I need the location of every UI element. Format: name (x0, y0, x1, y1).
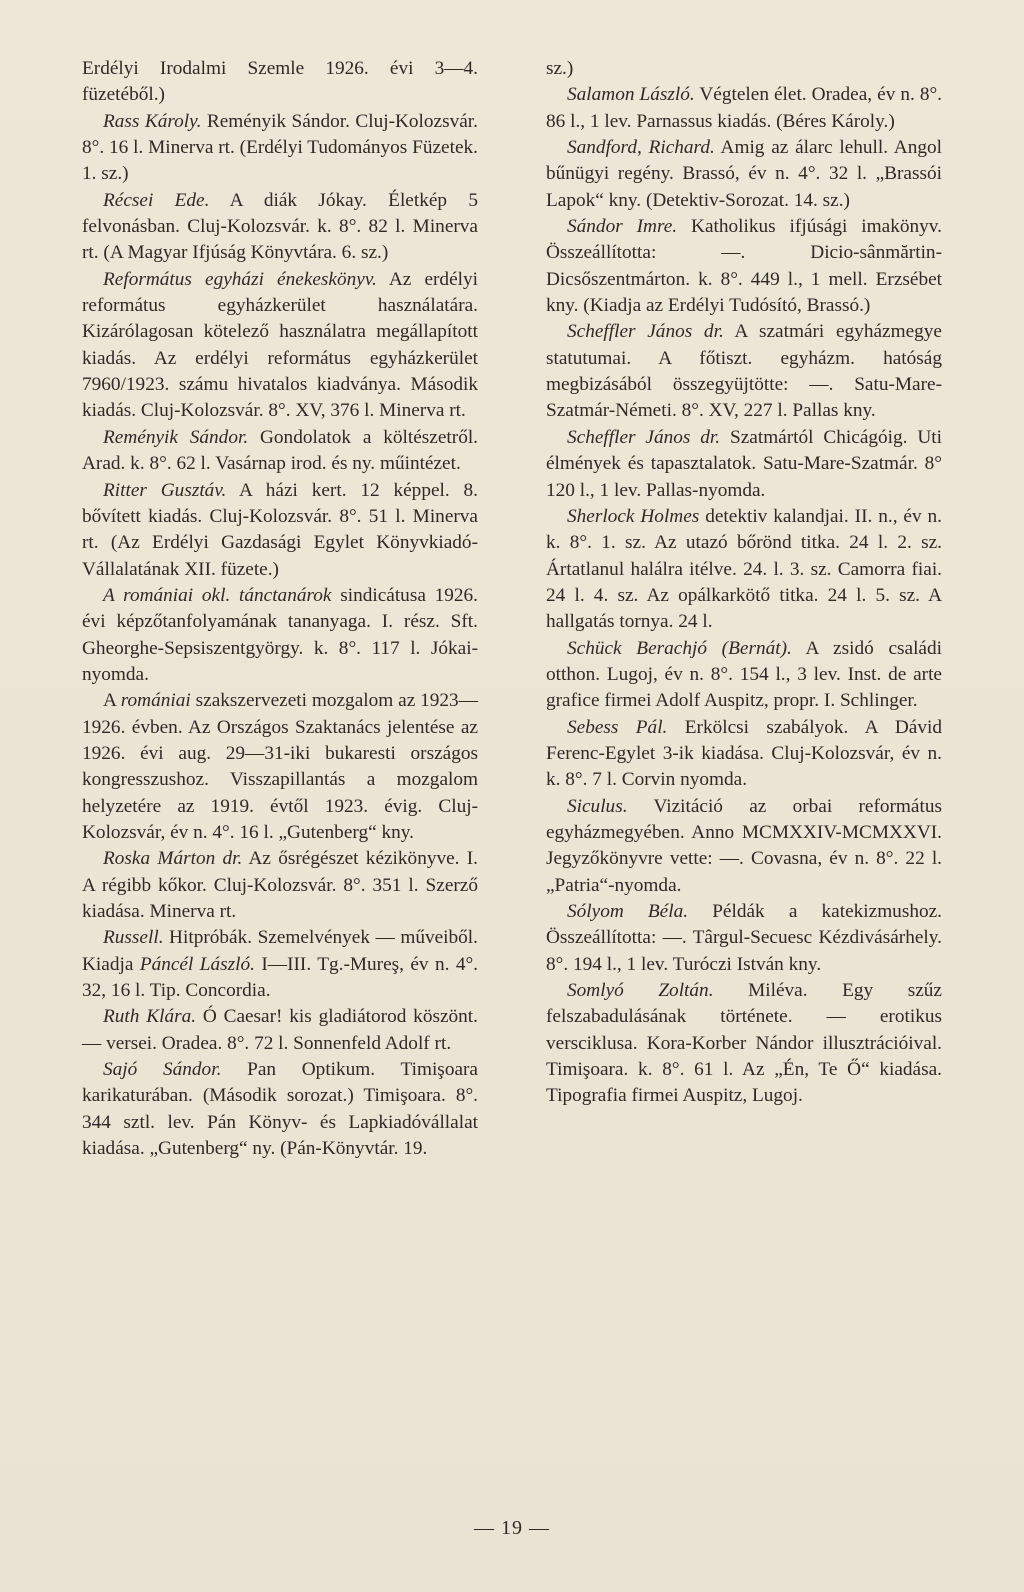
entry-text: A szatmári egyházmegye statutumai. A főtiszt. egyházm. hatóság megbizásából összegyüjtötte: —. Satu-Mare-Szatmár-Németi. 8°. XV, 227 l. Pallas kny. (546, 321, 942, 422)
bibliography-entry: A romániai szakszervezeti mozgalom az 1923—1926. évben. Az Országos Szaktanács jelentése az 1926. évi aug. 29—31-iki bukaresti országos kongresszushoz. Visszapillantás a mozgalom helyzetére az 1919. évtől 1923. évig. Cluj-Kolozsvár, év n. 4°. 16 l. „Gutenberg“ kny. (82, 690, 478, 843)
bibliography-entry (546, 899, 942, 978)
entry-text: sindicátusa 1926. évi képzőtanfolyamának tananyaga. I. rész. Sft. Gheorghe-Sepsiszentgyörgy. k. 8°. 117 l. Jókai-nyomda. (82, 584, 478, 685)
bibliography-entry (82, 478, 478, 583)
entry-author: Sajó Sándor. (103, 1059, 222, 1081)
entry-text: Amig az álarc lehull. Angol bűnügyi regény. Brassó, év n. 4°. 32 l. „Brassói Lapok“ kny. (Detektiv-Sorozat. 14. sz.) (546, 137, 942, 211)
entry-text: Az ősrégészet kézikönyve. I. A régibb kőkor. Cluj-Kolozsvár. 8°. 351 l. Szerző kiadása. Minerva rt. (82, 848, 478, 922)
bibliography-entry (546, 636, 942, 715)
entry-author: Schück Berachjó (Bernát). (567, 637, 792, 659)
entry-text: Reményik Sándor. Cluj-Kolozsvár. 8°. 16 l. Minerva rt. (Erdélyi Tudományos Füzetek. 1. sz.) (82, 110, 478, 185)
entry-text: Példák a katekizmushoz. Összeállította: —. Târgul-Secuesc Kézdivásárhely. 8°. 194 l., 1 lev. Turóczi István kny. (546, 901, 942, 975)
entry-author: Roska Márton dr. (103, 848, 243, 870)
bibliography-entry (546, 715, 942, 794)
bibliography-entry (82, 425, 478, 478)
left-column (82, 56, 478, 1162)
entry-author: Rass Károly. (103, 110, 202, 132)
bibliography-entry: sz.) (546, 58, 574, 79)
entry-author: Sandford, Richard. (567, 137, 715, 159)
bibliography-entry (546, 319, 942, 424)
entry-author: Ritter Gusztáv. (103, 479, 227, 501)
entry-author: Sebess Pál. (567, 716, 668, 738)
bibliography-entry (546, 794, 942, 899)
page-number: — 19 — (474, 1517, 550, 1539)
bibliography-entry (82, 1057, 478, 1162)
bibliography-entry (82, 846, 478, 925)
entry-author: Russell. (103, 927, 164, 949)
entry-text: Pan Optikum. Timişoara karikaturában. (Második sorozat.) Timişoara. 8°. 344 sztl. lev. Pán Könyv- és Lapkiadóvállalat kiadása. „Gutenberg“ ny. (Pán-Könyvtár. 19. (82, 1059, 478, 1160)
entry-text: Végtelen élet. Oradea, év n. 8°. 86 l., 1 lev. Parnassus kiadás. (Béres Károly.) (546, 84, 942, 132)
entry-author: Sándor Imre. (567, 216, 678, 238)
entry-author: A romániai okl. tánctanárok (103, 584, 332, 606)
entry-text: Az erdélyi református egyházkerület használatára. Kizárólagosan kötelező használatra megállapított kiadás. Az erdélyi református egyházkerület 7960/1923. számu hivatalos kiadványa. Második kiadás. Cluj-Kolozsvár. 8°. XV, 376 l. Minerva rt. (82, 268, 478, 422)
entry-text: A házi kert. 12 képpel. 8. bővített kiadás. Cluj-Kolozsvár. 8°. 51 l. Minerva rt. (Az Erdélyi Gazdasági Egylet Könyvkiadó-Vállalatának XII. füzete.) (82, 479, 478, 580)
right-column (546, 56, 942, 1110)
entry-author: Scheffler János dr. (567, 321, 724, 343)
entry-text: A zsidó családi otthon. Lugoj, év n. 8°. 154 l., 3 lev. Inst. de arte grafice firmei Adolf Auspitz, propr. I. Schlinger. (546, 637, 942, 712)
entry-author: Reményik Sándor. (103, 426, 249, 448)
entry-text: Katholikus ifjúsági imakönyv. Összeállította: —. Dicio-sânmărtin-Dicsőszentmárton. k. 8°. 449 l., 1 mell. Erzsébet kny. (Kiadja az Erdélyi Tudósító, Brassó.) (546, 216, 942, 317)
entry-author: Somlyó Zoltán. (567, 980, 714, 1002)
entry-text: A diák Jókay. Életkép 5 felvonásban. Cluj-Kolozsvár. k. 8°. 82 l. Minerva rt. (A Magyar Ifjúság Könyvtára. 6. sz.) (82, 189, 478, 264)
entry-text: Vizitáció az orbai református egyházmegyében. Anno MCMXXIV-MCMXXVI. Jegyzőkönyvre vette: —. Covasna, év n. 8°. 22 l. „Patria“-nyomda. (546, 795, 942, 896)
bibliography-entry (82, 109, 478, 188)
entry-author: Salamon László. (567, 84, 695, 106)
bibliography-entry: Erdélyi Irodalmi Szemle 1926. évi 3—4. füzetéből.) (82, 58, 478, 106)
bibliography-entry (82, 1004, 478, 1057)
bibliography-entry: Russell. Hitpróbák. Szemelvények — műveiből. Kiadja Páncél László. I—III. Tg.-Mureş, év n. 4°. 32, 16 l. Tip. Concordia. (82, 927, 479, 1002)
entry-author: Református egyházi énekeskönyv. (103, 268, 377, 290)
bibliography-entry (82, 188, 478, 267)
entry-text: Hitpróbák. Szemelvények — műveiből. Kiadja (82, 927, 478, 975)
bibliography-entry (546, 425, 942, 504)
entry-author: Ruth Klára. (103, 1006, 197, 1028)
entry-text: Szatmártól Chicágóig. Uti élmények és tapasztalatok. Satu-Mare-Szatmár. 8° 120 l., 1 lev. Pallas-nyomda. (546, 426, 942, 501)
bibliography-entry (546, 135, 942, 214)
entry-text: detektiv kalandjai. II. n., év n. k. 8°. 1. sz. Az utazó bőrönd titka. 24 l. 2. sz. Ártatlanul halálra itélve. 24. l. 3. sz. Camorra fiai. 24 l. 4. sz. Az opálkarkötő titka. 24 l. 5. sz. A hallgatás tornya. 24 l. (546, 505, 943, 633)
entry-author: Récsei Ede. (103, 189, 210, 211)
bibliography-entry (546, 978, 942, 1110)
bibliography-entry (82, 267, 478, 425)
entry-text: Miléva. Egy szűz felszabadulásának története. — erotikus versciklusa. Kora-Korber Nándor illusztrációival. Timişoara. k. 8°. 61 l. Az „Én, Te Ő“ kiadása. Tipografia firmei Auspitz, Lugoj. (546, 980, 942, 1107)
bibliography-entry (546, 214, 942, 319)
entry-author: Sólyom Béla. (567, 901, 689, 922)
bibliography-entry (546, 82, 942, 135)
entry-author: Scheffler János dr. (567, 426, 721, 448)
entry-text: Gondolatok a költészetről. Arad. k. 8°. 62 l. Vasárnap irod. és ny. műintézet. (82, 426, 479, 475)
bibliography-entry (546, 504, 942, 636)
entry-text: Ó Caesar! kis gladiátorod köszönt. — versei. Oradea. 8°. 72 l. Sonnenfeld Adolf rt. (82, 1006, 478, 1054)
entry-text: Erkölcsi szabályok. A Dávid Ferenc-Egylet 3-ik kiadása. Cluj-Kolozsvár, év n. k. 8°. 7 l. Corvin nyomda. (546, 716, 942, 791)
bibliography-entry (82, 583, 478, 688)
entry-author: Siculus. (567, 795, 628, 817)
entry-author: Sherlock Holmes (567, 505, 700, 527)
